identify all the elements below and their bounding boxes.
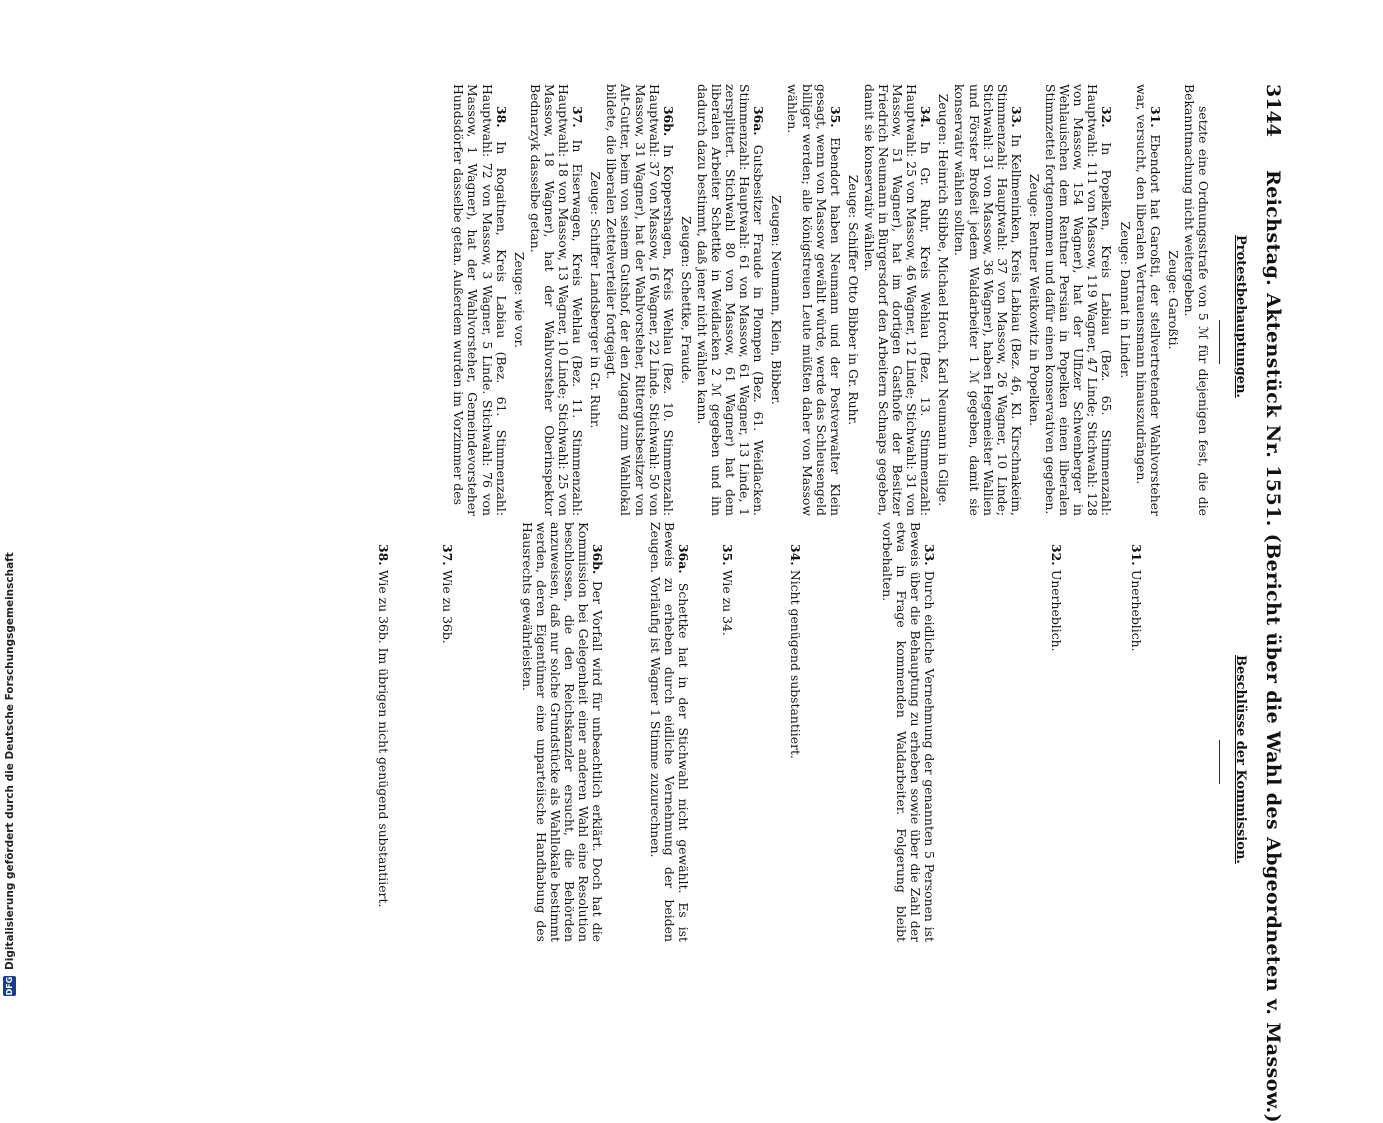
protest-paragraph xyxy=(862,84,932,516)
paragraph-text: In Rogaitnen, Kreis Labiau (Bez. 61. Stimmenzahl: Hauptwahl: 72 von Massow, 3 Wagner, 5 Linde. Stichwahl: 76 von Massow, 1 Wagner), hat der Wahlvorsteher, Gemeindevorsteher Hundsdörfer dasselbe getan. Außerdem wurden im Vorzimmer des xyxy=(451,84,509,517)
decision-paragraph xyxy=(648,522,690,942)
decision-paragraph xyxy=(440,522,454,942)
decision-entry xyxy=(720,522,734,942)
decision-paragraph xyxy=(1049,522,1063,942)
divider xyxy=(1219,320,1220,364)
paragraph-number: 35. xyxy=(720,544,735,570)
witness-line xyxy=(846,84,860,516)
protest-paragraph xyxy=(952,84,1022,516)
paragraph-number: 33. xyxy=(922,544,937,571)
paragraph-text: In Gr. Ruhr, Kreis Wehlau (Bez. 13. Stimmenzahl: Hauptwahl: 25 von Massow, 46 Wagner, 12 Linde; Stichwahl: 31 von Massow, 51 Wagner), hat im dortigen Gasthofe der Besitzer Friedrich Neumann in Bürgersdorf den Arbeitern Schnaps gegeben, damit sie konservativ wählen. xyxy=(861,84,934,516)
paragraph-text: In Popelken, Kreis Labiau (Bez. 65. Stimmenzahl: Hauptwahl: 111 von Massow, 119 Wagner, 47 Linde; Stichwahl: 128 von Massow, 154 Wagner), hat der Ulfizer Schwenberger in Wehlauischen dem Rentner Persian in Popelken einen liberalen Stimmzettel fortgenommen und dafür einen konservativen gegeben. xyxy=(1043,84,1115,517)
protest-paragraph xyxy=(528,84,584,516)
protest-paragraph xyxy=(1134,84,1162,516)
paragraph-number: 37. xyxy=(440,544,455,570)
protest-paragraph xyxy=(1182,84,1210,516)
paragraph-text: Schettke hat in der Stichwahl nicht gewählt. Es ist Beweis zu erheben durch eidliche Vernehmung der beiden Zeugen. Vorläufig ist Wagner 1 Stimme zuzurechnen. xyxy=(647,522,691,942)
paragraph-number: 36b. xyxy=(660,106,676,145)
witness-line xyxy=(588,84,602,516)
paragraph-text: Zeugen: Schettke, Fraude. xyxy=(678,216,694,384)
paragraph-number: 31. xyxy=(1129,544,1144,570)
paragraph-text: Nicht genügend substantiiert. xyxy=(788,569,803,759)
paragraph-text: Gutsbesitzer Fraude in Plompen (Bez. 61. Weidlacken. Stimmenzahl: Hauptwahl: 61 von Massow, 61 Wagner, 13 Linde, 1 zersplittert. Stichwahl 80 von Massow, 61 Wagner) hat dem liberalen Arbeiter Schettke in Weidlacken 2 ℳ gegeben und ihn dadurch dazu bestimmt, daß jener nicht wählen kann. xyxy=(694,84,767,516)
paragraph-text: Zeuge: Rentner Weitkowitz in Popelken. xyxy=(1026,173,1042,427)
witness-line xyxy=(1027,84,1041,516)
protest-paragraph xyxy=(695,84,765,516)
paragraph-text: Unerheblich. xyxy=(1049,569,1064,652)
paragraph-number: 37. xyxy=(570,106,586,140)
paragraph-number: 36a. xyxy=(751,106,767,145)
paragraph-number: 33. xyxy=(1008,106,1024,135)
decision-paragraph xyxy=(880,522,936,942)
witness-line xyxy=(512,84,526,516)
paragraph-text: Zeuge: Garoßti. xyxy=(1165,250,1181,350)
decision-entry xyxy=(1129,522,1143,942)
left-column-heading: Protestbehauptungen. xyxy=(1233,235,1248,398)
decision-entry xyxy=(1049,522,1063,942)
protest-paragraph xyxy=(604,84,674,516)
paragraph-number: 36b. xyxy=(590,544,605,581)
dfg-logo-icon: DFG xyxy=(5,976,14,996)
paragraph-text: Zeuge: wie vor. xyxy=(511,251,527,349)
paragraph-number: 31. xyxy=(1147,106,1163,135)
paragraph-text: Zeugen: Neumann, Klein, Bibber. xyxy=(769,195,785,405)
page-header xyxy=(1256,60,1290,1123)
paragraph-number: 32. xyxy=(1099,106,1115,143)
paragraph-text: Wie zu 36b. Im übrigen nicht genügend substantiiert. xyxy=(376,569,391,908)
decision-paragraph xyxy=(376,522,390,942)
decision-entry xyxy=(376,522,390,942)
paragraph-number: 34. xyxy=(918,106,934,142)
paragraph-text: In Kellmeninken, Kreis Labiau (Bez. 46, Kl. Kirschnakeim, Stimmenzahl: Hauptwahl: 37 von Massow, 26 Wagner, 10 Linde; Stichwahl: 31 von Massow, 36 Wagner), haben Hegemeister Wallien und Förster Broßeit jedem Waldarbeiter 1 ℳ gegeben, damit sie konservativ wählen sollten. xyxy=(952,84,1024,516)
paragraph-text: setzte eine Ordnungsstrafe von 5 ℳ für diejenigen fest, die die Bekanntmachung nicht weitergeben. xyxy=(1181,84,1211,516)
footer xyxy=(0,0,20,1000)
footer-credit: Digitalisierung gefördert durch die Deutsche Forschungsgemeinschaft xyxy=(4,552,16,970)
decision-paragraph xyxy=(720,522,734,942)
decision-paragraph xyxy=(788,522,802,942)
witness-line xyxy=(769,84,783,516)
paragraph-text: Zeuge: Dannat in Linder. xyxy=(1117,221,1133,379)
protest-paragraph xyxy=(785,84,841,516)
witness-line xyxy=(679,84,693,516)
paragraph-number: 38. xyxy=(376,544,391,570)
paragraph-text: Wie zu 34. xyxy=(720,569,735,636)
protest-paragraph xyxy=(451,84,507,516)
paragraph-text: Zeuge: Schiffer Landsberger in Gr. Ruhr. xyxy=(588,171,604,429)
divider xyxy=(1219,740,1220,784)
witness-line xyxy=(1117,84,1131,516)
paragraph-text: Durch eidliche Vernehmung der genannten 5 Personen ist Beweis über die Behauptung zu erheben sowie über die Zahl der etwa in Frage kommenden Waldarbeiter. Folgerung bleibt vorbehalten. xyxy=(879,522,937,942)
decision-entry xyxy=(788,522,802,942)
paragraph-number: 36a. xyxy=(676,544,691,583)
witness-line xyxy=(936,84,950,516)
decision-entry xyxy=(440,522,454,942)
paragraph-text: Der Vorfall wird für unbeachtlich erklärt. Doch hat die Kommission bei Gelegenheit einer anderen Wahl eine Resolution beschlossen, die den Reichskanzler ersucht, die Behörden anzuweisen, daß nur solche Grundstücke als Wahllokale bestimmt werden, deren Eigentümer eine unparteiische Handhabung des Hausrechts gewährleisten. xyxy=(519,522,605,942)
paragraph-text: Ebendort hat Garoßti, der stellvertretender Wahlvorsteher war, versucht, den liberalen Vertrauensmann hinauszudrängen. xyxy=(1133,84,1163,516)
decision-paragraph xyxy=(1129,522,1143,942)
paragraph-number: 38. xyxy=(493,106,509,142)
paragraph-text: Unerheblich. xyxy=(1129,569,1144,652)
paragraph-text: In Eiserwagen, Kreis Wehlau (Bez. 11. Stimmenzahl: Hauptwahl: 18 von Massow, 13 Wagner, 10 Linde; Stichwahl: 25 von Massow, 18 Wagner), hat der Wahlvorsteher Oberinspektor Bednarzyk dasselbe getan. xyxy=(527,84,586,516)
paragraph-text: Ebendort haben Neumann und der Postverwalter Klein gesagt, wenn von Massow gewählt würde, werde das Schleusengeld billiger werden; alle königstreuen Leute müßten daher von Massow wählen. xyxy=(785,84,843,516)
page-title: Reichstag. Aktenstück Nr. 1551. (Bericht über die Wahl des Abgeordneten v. Massow.) xyxy=(1262,170,1284,1123)
decision-entry xyxy=(648,522,690,942)
paragraph-text: In Koppershagen, Kreis Wehlau (Bez. 10. Stimmenzahl: Hauptwahl: 37 von Massow, 16 Wagner, 22 Linde. Stichwahl: 50 von Massow, 31 Wagner), hat der Wahlvorsteher, Rittergutsbesitzer von Alt-Gutter, beim von seinem Gutshof, der den Zugang zum Wahllokal bildete, die liberalen Zettelverteiler fortgejagt. xyxy=(604,84,676,516)
decision-entry xyxy=(519,522,604,942)
paragraph-text: Wie zu 36b. xyxy=(440,569,455,644)
page-number: 3144 xyxy=(1262,84,1284,137)
paragraph-number: 32. xyxy=(1049,544,1064,570)
paragraph-number: 35. xyxy=(827,106,843,138)
decision-entry xyxy=(880,522,936,942)
witness-line xyxy=(1166,84,1180,516)
protest-column xyxy=(451,84,1210,516)
protest-paragraph xyxy=(1043,84,1113,516)
paragraph-text: Zeuge: Schiffer Otto Bibber in Gr. Ruhr. xyxy=(845,174,861,426)
right-column-heading: Beschlüsse der Kommission. xyxy=(1233,655,1248,864)
decision-paragraph xyxy=(519,522,604,942)
paragraph-text: Zeugen: Heinrich Stibbe, Michael Horch, Karl Neumann in Gilge. xyxy=(936,93,952,507)
paragraph-number: 34. xyxy=(788,544,803,570)
